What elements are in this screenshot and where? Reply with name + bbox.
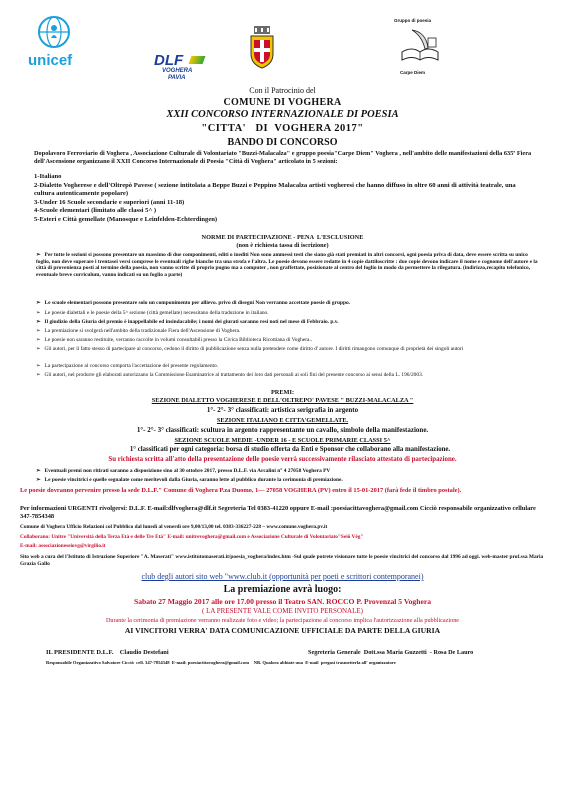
section-item: 4-Scuole elementari (limitato alle classi 5^ )	[34, 207, 157, 215]
unicef-globe-icon	[34, 14, 74, 52]
rule-item: ➢ Le poesie non saranno restituite, verranno raccolte in volumi consultabili presso la Civica Biblioteca Ricottiana di Voghera..	[36, 337, 540, 344]
gruppo-poesia-logo	[394, 18, 454, 80]
informazioni-note: Per informazioni URGENTI rivolgersi: D.L.F. E-mail:dlfvoghera@dlf.it Segreteria Tel 0383-41220 oppure E-mail :poesiacittavoghera@gmail.com Cicciò responsabile organizzativo cellulare 347-7854348	[20, 505, 536, 520]
dlf-swoosh-icon	[189, 56, 206, 64]
rule-item: ➢ Per tutte le sezioni si possono presentare un massimo di due componimenti, editi o inediti Non sono ammessi testi che siano già stati premiati in altri concorsi, ogni poesia priva di data, deve essere scritta su unico foglio, non deve superare i trentasei versi comprese le eventuali righe bianche tra una strofa e l'altra. Le poesie devono essere redatte in 4 copie dattiloscritte : due copie devono indicare il nome e cognome dell'autore e la città di provenienza posti al termine della poesia, non vanno scritte di proprio pugno ma a computer , non graffettate, posizionate al centro del foglio in modo da permettere la rilegatura. (indirizzo,recapito telefonico, eventuale breve curriculum, vanno indicati su un foglio a parte)	[36, 252, 540, 278]
rule-item: ➢ Gli autori, per il fatto stesso di partecipare al concorso, cedono il diritto di pubblicazione senza nulla pretendere come diritto d' autore. I diritti rimangono comunque di proprietà dei singoli autori	[36, 346, 540, 353]
attestato-note: Su richiesta scritta all'atto della presentazione delle poesie verrà successivamente rilasciato attestato di partecipazione.	[108, 456, 457, 463]
premi-ritirati: ➢ Eventuali premi non ritirati saranno a disposizione sino al 30 ottobre 2017, presso D.L.F. via Arcalini n° 4 27058 Voghera PV	[36, 468, 540, 475]
intro-paragraph: Dopolavoro Ferroviario di Voghera , Associazione Culturale di Volontariato "Buzzi-Malacalza" e gruppo poesia"Carpe Diem" Voghera , nell'ambito delle manifestazioni della 635ª Fiera dell'Ascensione organizzano il XXII Concorso Internazionale di Poesia "Città di Voghera" articolato in 5 sezioni:	[34, 150, 532, 165]
carpe-diem-label: Carpe Diem	[400, 70, 426, 75]
scadenza-note: Le poesie dovranno pervenire presso la sede D.L.F." Comune di Voghera P.za Duomo, 1— 27058 VOGHERA (PV) entro il 15-01-2017 (farà fede il timbro postale).	[20, 487, 462, 494]
rule-item: ➢ Il giudizio della Giuria del premio è inappellabile ed insindacabile; i nomi dei giurati saranno resi noti nel mese di Febbraio. p.v.	[36, 319, 540, 326]
book-quill-icon	[398, 26, 442, 66]
vincitori-lettura: ➢ Le poesie vincitrici e quelle segnalate come meritevoli dalla Giuria, saranno lette al pubblico durante la cerimonia di premiazione.	[36, 477, 540, 484]
scuole-prize: 1° classificati per ogni categoria: borsa di studio offerta da Enti e Sponsor che collaborano alla manifestazione.	[129, 446, 451, 453]
voghera-crest-icon	[248, 26, 276, 70]
dlf-city: VOGHERA	[162, 68, 193, 74]
italiano-heading: SEZIONE ITALIANO E CITTA'GEMELLATE.	[216, 417, 349, 424]
concorso-title: XXII CONCORSO INTERNAZIONALE DI POESIA	[166, 109, 399, 120]
collaborano-note: Collaborano: Unitre "Università della Terza Età e delle Tre Età" E-mail: unitrevoghera@gmail.com e Associazione Culturale di Volontariato"Seiô Vëg"	[20, 534, 364, 540]
seiovg-email[interactable]: E-mail: associazioneseiovg@virgilio.it	[20, 543, 106, 549]
premiazione-when: Sabato 27 Maggio 2017 alle ore 17.00 presso il Teatro SAN. ROCCO P. Provenzal 5 Voghera	[133, 597, 431, 606]
scuole-heading: SEZIONE SCUOLE MEDIE -UNDER 16 - E SCUOLE PRIMARIE CLASSI 5^	[174, 437, 391, 444]
dlf-logo	[150, 52, 220, 82]
premiazione-comunicazione: AI VINCITORI VERRA' DATA COMUNICAZIONE UFFICIALE DA PARTE DELLA GIURIA	[124, 626, 441, 635]
rule-item: ➢ La premiazione si svolgerà nell'ambito della tradizionale Fiera dell'Ascensione di Voghera.	[36, 328, 540, 335]
section-item: 3-Under 16 Scuole secondarie e superiori (anni 11-18)	[34, 198, 185, 206]
dialetto-prize: 1°- 2°- 3° classificati: artistica serigrafia in argento	[206, 406, 359, 414]
presidente-signature: IL PRESIDENTE D.L.F. Claudio Destefani	[46, 649, 169, 656]
sito-scuola: Sito web a cura del l'Istituto di Istruzione Superiore "A. Maserati" www.istitutomaserati.it/poesia_voghera/index.htm -Sul quale potrete visionare tutte le poesie vincitrici del concorso dal 1996 ad oggi. web-master prof.ssa Maria Grazia Gallo	[20, 554, 544, 567]
patronage-line: Con il Patrocinio del	[249, 86, 316, 95]
comune-title: COMUNE DI VOGHERA	[223, 97, 342, 108]
comune-ufficio: Comune di Voghera Ufficio Relazioni col Pubblico dal lunedì al venerdì ore 9,00/13,00 tel. 0383-336227-228 – www.comune.voghera.pv.it	[20, 524, 328, 530]
club-link[interactable]: club degli autori sito web "www.club.it (opportunità per poeti e scrittori contemporanei)	[141, 572, 424, 581]
dlf-wordmark: DLF	[154, 52, 184, 69]
premiazione-title: La premiazione avrà luogo:	[223, 584, 342, 595]
segreteria-generale: Segreteria Generale Dott.ssa Maria Guzzetti - Rosa De Lauro	[308, 649, 474, 656]
premiazione-invito: ( LA PRESENTE VALE COME INVITO PERSONALE)	[201, 607, 363, 615]
rule-item: ➢ Gli autori, nel produrre gli elaborati autorizzano la Commissione Esaminatrice al trattamento dei loro dati personali ai soli fini del presente concorso ai sensi della L. 196/2003.	[36, 372, 540, 379]
bando-title: BANDO DI CONCORSO	[227, 137, 338, 148]
italiano-prize: 1°- 2°- 3° classificati: scultura in argento rappresentante un cavallo, simbolo della manifestazione.	[136, 426, 429, 434]
section-item: 2-Dialetto Vogherese e dell'Oltrepò Pavese ( sezione intitolata a Beppe Buzzi e Peppino Malacalza artisti vogheresi che hanno diffuso in oltre 60 anni di attività teatrale, una cultura autenticamente popolare)	[34, 181, 516, 198]
responsabile-organizzativo: Responsabile Organizzativo Salvatore Cicciò cell. 347-7854348 E-mail: poesiacittavoghera@gmail.com NB. Qualora abbiate una E-mail pregasi trasmetterla all' organizzatore	[46, 660, 396, 665]
norme-title: NORME DI PARTECIPAZIONE - PENA L'ESCLUSIONE	[201, 234, 364, 241]
unicef-logo	[20, 14, 90, 74]
norme-subtitle: (non è richiesta tassa di iscrizione)	[236, 242, 329, 249]
premiazione-video: Durante la cerimonia di premiazione verranno realizzate foto e video; la partecipazione al concorso implica l'autorizzazione alla pubblicazione	[105, 617, 460, 624]
premi-title: PREMI:	[270, 389, 295, 396]
sections-list	[34, 173, 534, 225]
rule-item: ➢ Le scuole elementari possono presentare solo un componimento per allievo. privo di disegni Non verranno accettate poesie di gruppo.	[36, 300, 540, 307]
section-item: 1-Italiano	[34, 173, 62, 180]
gruppo-poesia-label: Gruppo di poesia	[394, 18, 432, 23]
citta-title: "CITTA' DI VOGHERA 2017"	[201, 123, 364, 134]
dlf-province: PAVIA	[168, 75, 186, 81]
unicef-wordmark: unicef	[28, 52, 73, 69]
rule-item: ➢ Le poesie dialettali e le poesie della 5^ sezione (città gemellate) necessitano della traduzione in italiano.	[36, 310, 540, 317]
section-item: 5-Esteri e Città gemellate (Manosque e Leinfelden-Echterdingen)	[34, 215, 218, 223]
dialetto-heading: SEZIONE DIALETTO VOGHERESE E DELL'OLTREPO' PAVESE " BUZZI-MALACALZA "	[151, 397, 414, 404]
rule-item: ➢ La partecipazione al concorso comporta l'accettazione del presente regolamento.	[36, 363, 540, 370]
